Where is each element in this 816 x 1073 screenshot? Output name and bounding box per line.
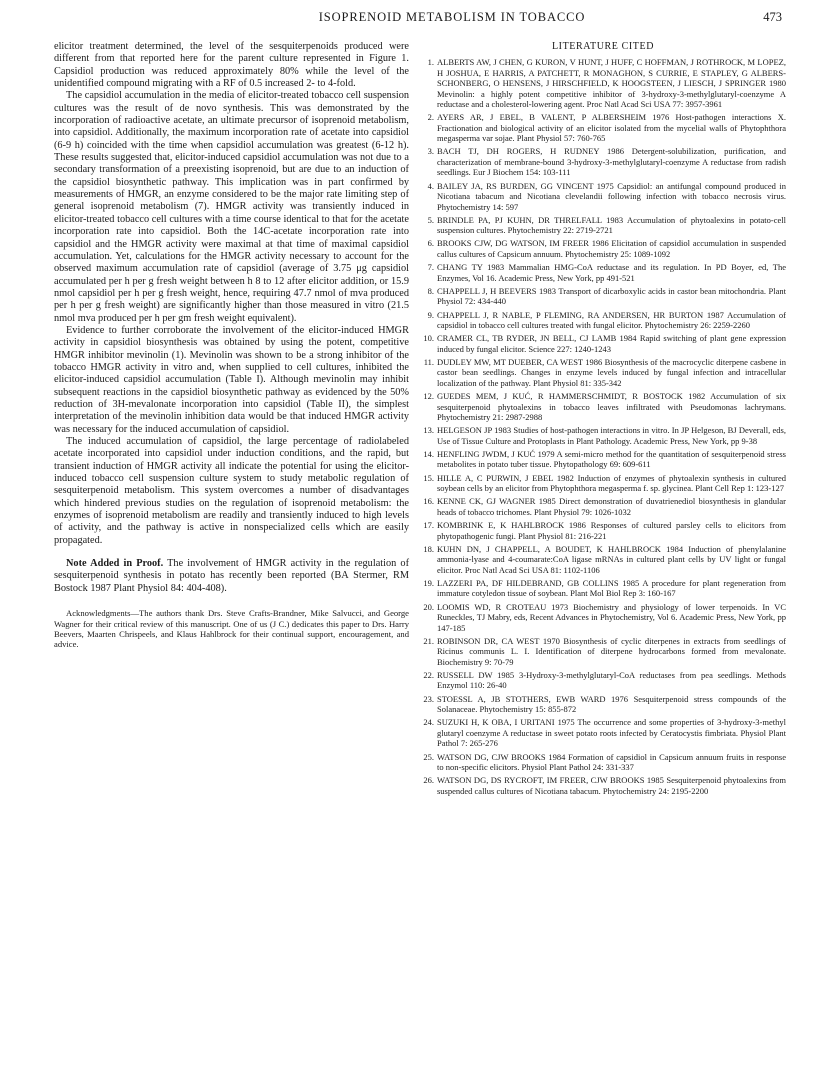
note-text: The involvement of HMGR activity in the regulation of sesquiterpenoid synthesis in potato has recently been reported (BA Stermer, RM Bostock 1987 Plant Physiol 84: 404-408). bbox=[54, 558, 409, 594]
reference-text: BAILEY JA, RS BURDEN, GG VINCENT 1975 Capsidiol: an antifungal compound produced in Nicotiana tabacum and Nicotiana clevelandii following infection with tobacco necrosis virus. Phytochemistry 14: 597 bbox=[437, 180, 786, 212]
reference-number: 24. bbox=[423, 717, 434, 728]
reference-item bbox=[420, 520, 786, 541]
reference-item bbox=[420, 544, 786, 576]
reference-item bbox=[420, 181, 786, 213]
reference-number: 2. bbox=[427, 112, 434, 123]
body-paragraph: The induced accumulation of capsidiol, the large percentage of radiolabeled acetate incorporated into capsidiol under induction conditions, and the rapid, but transient induction of HMGR activity all indicate the potential for using the elicitor-induced tobacco cell suspension culture system to study metabolic regulation of sesquiterpenoid metabolism. This system overcomes a number of disadvantages which hindered previous studies on the regulation of isoprenoid metabolism: the enzymes of isoprenoid metabolism are readily and transiently induced to high levels of activity, and the pathway is active in nonspecialized cells which are easily propagated. bbox=[54, 436, 409, 546]
reference-number: 12. bbox=[423, 391, 434, 402]
reference-text: KOMBRINK E, K HAHLBROCK 1986 Responses of cultured parsley cells to elicitors from phytopathogenic fungi. Plant Physiol 81: 216-221 bbox=[437, 520, 786, 541]
reference-number: 15. bbox=[423, 472, 434, 483]
reference-number: 11. bbox=[423, 356, 434, 367]
reference-item bbox=[420, 496, 786, 517]
reference-item bbox=[420, 112, 786, 144]
reference-text: ROBINSON DR, CA WEST 1970 Biosynthesis of cyclic diterpenes in extracts from seedlings of Ricinus communis L. I. Identification of diterpene hydrocarbons formed from mevalonate. Biochemistry 9: 70-79 bbox=[437, 635, 786, 667]
reference-text: KENNE CK, GJ WAGNER 1985 Direct demonstration of duvatrienediol biosynthesis in glandular heads of tobacco trichomes. Plant Physiol 79: 1026-1032 bbox=[437, 496, 786, 517]
reference-text: DUDLEY MW, MT DUEBER, CA WEST 1986 Biosynthesis of the macrocyclic diterpene casbene in castor bean seedlings. Changes in enzyme levels induced by fungal infection and intracellular localization of the pathway. Plant Physiol 81: 335-342 bbox=[437, 356, 786, 388]
reference-item bbox=[420, 670, 786, 691]
reference-item bbox=[420, 602, 786, 634]
reference-text: WATSON DG, CJW BROOKS 1984 Formation of capsidiol in Capsicum annuum fruits in response to non-specific elicitors. Physiol Plant Pathol 24: 331-337 bbox=[437, 751, 786, 772]
reference-list bbox=[420, 57, 786, 796]
body-paragraph: Evidence to further corroborate the involvement of the elicitor-induced HMGR activity in capsidiol biosynthesis was obtained by using the potent, competitive HMGR inhibitor mevinolin (1). Mevinolin was shown to be a strong inhibitor of the tobacco HMGR activity in vitro and, when supplied to cell cultures, inhibited the elicitor-induced capsidiol accumulation (Table I). Although mevinolin may inhibit subsequent reactions in the capsidiol biosynthetic pathway as evidenced by the 50% reduction of 3H-mevalonate incorporation into capsidiol (Table II), the simplest interpretation of the mevinolin inhibition data would be that induced HMGR activity was necessary for the induced accumulation of capsidiol. bbox=[54, 324, 409, 435]
reference-item bbox=[420, 146, 786, 178]
reference-number: 6. bbox=[427, 238, 434, 249]
running-header-title: ISOPRENOID METABOLISM IN TOBACCO bbox=[318, 10, 586, 24]
reference-text: BRINDLE PA, PJ KUHN, DR THRELFALL 1983 Accumulation of phytoalexins in potato-cell suspension cultures. Phytochemistry 22: 2719-2721 bbox=[437, 214, 786, 236]
reference-number: 4. bbox=[427, 180, 434, 191]
note-added-in-proof bbox=[54, 558, 409, 595]
literature-cited-heading: LITERATURE CITED bbox=[551, 41, 655, 52]
reference-text: WATSON DG, DS RYCROFT, IM FREER, CJW BROOKS 1985 Sesquiterpenoid phytoalexins from suspended callus cultures of Nicotiana tabacum. Phytochemistry 24: 2195-2200 bbox=[437, 775, 786, 796]
reference-text: LAZZERI PA, DF HILDEBRAND, GB COLLINS 1985 A procedure for plant regeneration from immature cotyledon tissue of soybean. Plant Mol Biol Rep 3: 160-167 bbox=[437, 577, 786, 599]
note-title: Note Added in Proof. bbox=[66, 558, 164, 570]
left-column bbox=[54, 41, 409, 658]
reference-item bbox=[420, 333, 786, 354]
reference-number: 18. bbox=[423, 543, 434, 554]
reference-item bbox=[420, 425, 786, 446]
reference-text: HENFLING JWDM, J KUĆ 1979 A semi-micro method for the quantitation of sesquiterpenoid stress metabolites in potato tuber tissue. Phytopathology 69: 609-611 bbox=[437, 448, 786, 470]
reference-text: LOOMIS WD, R CROTEAU 1973 Biochemistry and physiology of lower terpenoids. In VC Runeckles, TJ Mabry, eds, Recent Advances in Phytochemistry, Vol 6. Academic Press, New York, pp 147-185 bbox=[437, 601, 786, 633]
reference-item bbox=[420, 286, 786, 307]
reference-text: SUZUKI H, K OBA, I URITANI 1975 The occurrence and some properties of 3-hydroxy-3-methyl glutaryl coenzyme A reductase in sweet potato roots infected by Ceratocystis fimbriata. Physiol Plant Pathol 7: 265-276 bbox=[437, 717, 786, 749]
reference-text: KUHN DN, J CHAPPELL, A BOUDET, K HAHLBROCK 1984 Induction of phenylalanine ammonia-lyase and 4-coumarate:CoA ligase mRNAs in cultured plant cells by UV light or fungal elicitor. Proc Natl Acad Sci USA 81: 1102-1106 bbox=[437, 543, 786, 575]
reference-text: GUEDES MEM, J KUĆ, R HAMMERSCHMIDT, R BOSTOCK 1982 Accumulation of six sesquiterpenoid phytoalexins in tobacco leaves infiltrated with Pseudomonas lachrymans. Phytochemistry 21: 2987-2988 bbox=[437, 391, 786, 423]
right-column bbox=[420, 41, 786, 799]
reference-item bbox=[420, 578, 786, 599]
reference-number: 7. bbox=[427, 262, 434, 273]
reference-item bbox=[420, 636, 786, 668]
reference-number: 22. bbox=[423, 669, 434, 680]
reference-number: 8. bbox=[427, 285, 434, 296]
reference-text: CRAMER CL, TB RYDER, JN BELL, CJ LAMB 1984 Rapid switching of plant gene expression induced by fungal elicitor. Science 227: 1240-1243 bbox=[437, 333, 786, 354]
reference-text: STOESSL A, JB STOTHERS, EWB WARD 1976 Sesquiterpenoid stress compounds of the Solanaceae. Phytochemistry 15: 855-872 bbox=[437, 693, 786, 715]
reference-number: 25. bbox=[423, 751, 434, 762]
reference-number: 26. bbox=[423, 775, 434, 786]
reference-item bbox=[420, 449, 786, 470]
reference-number: 9. bbox=[427, 309, 434, 320]
reference-number: 13. bbox=[423, 425, 434, 436]
reference-text: AYERS AR, J EBEL, B VALENT, P ALBERSHEIM 1976 Host-pathogen interactions X. Fractionation and biological activity of an elicitor isolated from the mycelial walls of Phytophthora megasperma var sojae. Plant Physiol 57: 760-765 bbox=[437, 112, 786, 144]
reference-item bbox=[420, 694, 786, 715]
reference-number: 19. bbox=[423, 577, 434, 588]
reference-text: ALBERTS AW, J CHEN, G KURON, V HUNT, J HUFF, C HOFFMAN, J ROTHROCK, M LOPEZ, H JOSHUA, E HARRIS, A PATCHETT, R MONAGHON, S CURRIE, E STAPLEY, G ALBERS-SCHONBERG, O HENSENS, J HIRSCHFIELD, K HOOGSTEEN, J LIESCH, J SPRINGER 1980 Mevinolin: a highly potent competitive inhibitor of 3-hydroxy-3-methylglutaryl-coenzyme A reductase and a cholesterol-lowering agent. Proc Natl Acad Sci USA 77: 3957-3961 bbox=[437, 57, 786, 109]
page-number: 473 bbox=[763, 10, 782, 24]
acknowledgments: Acknowledgments—The authors thank Drs. Steve Crafts-Brandner, Mike Salvucci, and George Wagner for their critical review of this manuscript. One of us (J C.) dedicates this paper to Drs. Harry Beevers, Maarten Chrispeels, and Klaus Hahlbrock for their continual support, encouragement, and advice. bbox=[54, 608, 409, 650]
reference-item bbox=[420, 717, 786, 749]
body-paragraph: The capsidiol accumulation in the media of elicitor-treated tobacco cell suspension cultures was the result of de novo synthesis. This was demonstrated by the incorporation of radioactive acetate, an ultimate precursor of isoprenoid metabolism, into capsidiol. Additionally, the maximum incorporation rate of acetate into capsidiol (6-9 h) coincided with the time when capsidiol accumulation was greatest (6-12 h). These results suggested that, elicitor-induced capsidiol accumulation was not due to a secondary transformation of a preexisting isoprenoid, but are due to an induction of the capsidiol biosynthetic pathway. This implication was in part confirmed by measurements of HMGR, an enzyme considered to be the major rate limiting step of general isoprenoid metabolism (7). HMGR activity was transiently induced in elicitor-treated tobacco cell cultures with a time course identical to that for the acetate incorporation rate into capsidiol. Both the 14C-acetate incorporation rate into capsidiol and the HMGR activity were maximal at that time of maximal capsidiol accumulation. Yet, calculations for the HMGR activity necessary to account for the observed maximum accumulation rate of capsidiol (average of 3.75 μg capsidiol accumulated per h per g fresh weight between h 8 to 12 after elicitor addition, or 15.9 nmol capsidiol per h per g fresh weight, hence, requiring 47.7 nmol of mva produced per h per g fresh weight) are significantly higher than those measured in vitro (21.5 nmol mva produced per h per gm fresh weight equivalent). bbox=[54, 90, 409, 324]
reference-text: CHANG TY 1983 Mammalian HMG-CoA reductase and its regulation. In PD Boyer, ed, The Enzymes, Vol 16. Academic Press, New York, pp 491-521 bbox=[437, 262, 786, 283]
reference-item bbox=[420, 775, 786, 796]
reference-number: 20. bbox=[423, 601, 434, 612]
reference-text: CHAPPELL J, H BEEVERS 1983 Transport of dicarboxylic acids in castor bean mitochondria. Plant Physiol 72: 434-440 bbox=[437, 285, 786, 307]
reference-number: 16. bbox=[423, 496, 434, 507]
reference-text: BACH TJ, DH ROGERS, H RUDNEY 1986 Detergent-solubilization, purification, and characterization of membrane-bound 3-hydroxy-3-methylglutaryl-coenzyme A reductase from radish seedlings. Eur J Biochem 154: 103-111 bbox=[437, 146, 786, 178]
reference-item bbox=[420, 391, 786, 423]
reference-number: 17. bbox=[423, 520, 434, 530]
reference-text: CHAPPELL J, R NABLE, P FLEMING, RA ANDERSEN, HR BURTON 1987 Accumulation of capsidiol in tobacco cell cultures treated with fungal elicitor. Phytochemistry 26: 2259-2260 bbox=[437, 309, 786, 330]
reference-item bbox=[420, 262, 786, 283]
reference-number: 14. bbox=[423, 448, 434, 459]
reference-item bbox=[420, 473, 786, 494]
reference-item bbox=[420, 752, 786, 773]
reference-number: 3. bbox=[427, 146, 434, 157]
reference-item bbox=[420, 57, 786, 110]
reference-number: 21. bbox=[423, 635, 434, 646]
body-paragraph: elicitor treatment determined, the level of the sesquiterpenoids produced were different from that reported here for the parent culture represented in Figure 1. Capsidiol production was reduced approximately 80% while the level of the unidentified compound migrating with a RF of 0.5 increased 2- to 4-fold. bbox=[54, 41, 409, 90]
reference-text: BROOKS CJW, DG WATSON, IM FREER 1986 Elicitation of capsidiol accumulation in suspended callus cultures of Capsicum annuum. Phytochemistry 25: 1089-1092 bbox=[437, 238, 786, 259]
reference-item bbox=[420, 215, 786, 236]
reference-text: RUSSELL DW 1985 3-Hydroxy-3-methylglutaryl-CoA reductases from pea seedlings. Methods Enzymol 110: 26-40 bbox=[437, 669, 786, 691]
reference-number: 10. bbox=[423, 333, 434, 344]
reference-text: HELGESON JP 1983 Studies of host-pathogen interactions in vitro. In JP Helgeson, BJ Deverall, eds, Use of Tissue Culture and Protoplasts in Plant Pathology. Academic Press, New York, pp 9-38 bbox=[437, 425, 786, 446]
reference-number: 1. bbox=[427, 57, 434, 67]
reference-text: HILLE A, C PURWIN, J EBEL 1982 Induction of enzymes of phytoalexin synthesis in cultured soybean cells by an elicitor from Phytophthora megasperma f. sp. glycinea. Plant Cell Rep 1: 123-127 bbox=[437, 472, 786, 494]
reference-number: 23. bbox=[423, 693, 434, 704]
reference-item bbox=[420, 310, 786, 331]
reference-item bbox=[420, 238, 786, 259]
reference-number: 5. bbox=[427, 214, 434, 225]
reference-item bbox=[420, 357, 786, 389]
